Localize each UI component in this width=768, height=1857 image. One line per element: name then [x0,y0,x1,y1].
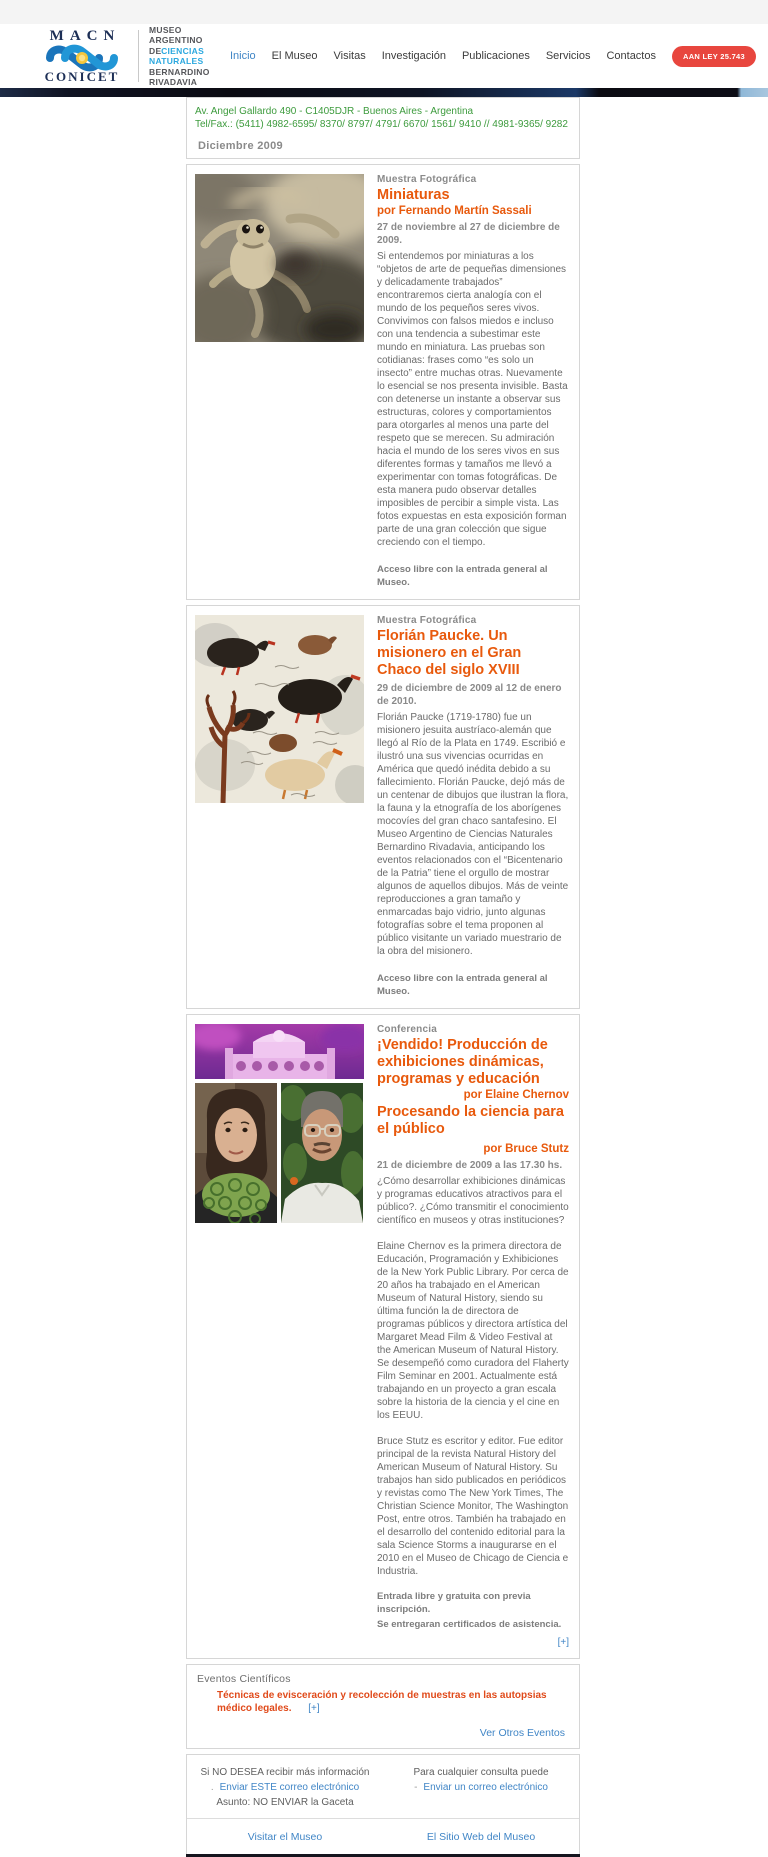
event-date: 29 de diciembre de 2009 al 12 de enero de 2010. [377,683,562,707]
museum-address: Av. Angel Gallardo 490 - C1405DJR - Buenos Aires - Argentina [195,106,474,117]
bullet: - [414,1782,418,1793]
sitio-web-museo-link[interactable]: El Sitio Web del Museo [426,1831,536,1843]
event-title: Miniaturas [377,187,450,203]
logo-divider [138,30,139,82]
event-byline: por Fernando Martín Sassali [377,205,532,217]
main-nav [230,46,756,67]
ley-25743-badge-button[interactable]: AAN LEY 25.743 [672,46,756,67]
eventos-more-link[interactable]: [+] [308,1703,320,1714]
unsubscribe-subject: Asunto: NO ENVIAR la Gaceta [216,1797,354,1808]
consult-email-link[interactable]: Enviar un correo electrónico [423,1782,548,1793]
event-kind: Muestra Fotográfica [377,174,477,185]
macn-infinity-icon [45,45,119,71]
event-date: 27 de noviembre al 27 de diciembre de 2009. [377,222,560,246]
ciencias-line: CIENCIAS [161,45,205,56]
event-body: Florián Paucke (1719-1780) fue un misionero jesuita austríaco-alemán que llegó al Río de la Plata en 1749. Escribió e ilustró una sus vivencias ocurridas en América que quedó inédita debido a su fallecimiento. Florián Paucke, dejó más de un centenar de dibujos que ilustran la flora, la fauna y la etnografía de los aborígenes mocovíes del gran chaco santafesino. El Museo Argentino de Ciencias Naturales Bernardino Rivadavia, anticipando los eventos relacionados con el “Bicentenario de la Patria” tiene el orgullo de mostrar algunos de aquellos dibujos. Más de veinte reproducciones a gran tamaño y enmarcadas bajo vidrio, junto algunas fotografías sobre el tema proponen al público visitante un variado muestrario de la obra del misionero. [377,712,569,957]
event-certificates-note: Se entregaran certificados de asistencia. [377,1619,562,1630]
event-kind: Conferencia [377,1024,437,1035]
unsubscribe-column [187,1765,383,1810]
consult-text: Para cualquier consulta puede [413,1767,549,1778]
event-title: ¡Vendido! Producción de exhibiciones dinámicas, programas y educación [377,1037,548,1087]
eventos-heading: Eventos Científicos [197,1673,291,1685]
newsletter-column [186,97,580,1857]
miniaturas-spider-photo [195,174,364,589]
event-more-link[interactable]: [+] [557,1637,569,1648]
nav-visitas[interactable]: Visitas [333,50,366,62]
visitar-museo-link[interactable]: Visitar el Museo [247,1831,323,1843]
nav-contactos[interactable]: Contactos [606,50,656,62]
event-body: Si entendemos por miniaturas a los “objetos de arte de pequeñas dimensiones y delicadamente trabajados” encontraremos cierta analogía con el mundo de los pequeños seres vivos. Convivimos con falsos miedos e incluso con una tendencia a subestimar este mundo en miniatura. Las pruebas son cotidianas: frases como “es solo un insecto” entre muchas otras. Nuevamente lo esencial se nos presenta invisible. Basta con detenerse un instante a observar sus estructuras, colores y comportamientos para otorgarles al menos una parte del respeto que se merecen. Su admiración hacia el mundo de los seres vivos en sus diferentes formas y tamaños me llevó a experimentar con tomas fotográficas. De esta manera pudo observar detalles imposibles de percibir a simple vista. Las fotos expuestas en esta exposición forman parte de una gran colección que sigue creciendo con el tiempo. [377,251,568,548]
nav-publicaciones[interactable]: Publicaciones [461,50,530,62]
event-date: 21 de diciembre de 2009 a las 17.30 hs. [377,1160,563,1171]
ver-otros-eventos-link[interactable]: Ver Otros Eventos [479,1727,565,1739]
event-conferencia [186,1014,580,1659]
unsubscribe-email-link[interactable]: Enviar ESTE correo electrónico [219,1782,360,1793]
event-access-note: Acceso libre con la entrada general al Museo. [377,564,548,588]
museum-night-banner [195,1024,364,1079]
nav-inicio[interactable]: Inicio [229,50,256,62]
issue-title: Diciembre 2009 [198,140,283,152]
event-title: Florián Paucke. Un misionero en el Gran Chaco del siglo XVIII [377,628,522,678]
event-bio-chernov: Elaine Chernov es la primera directora de Educación, Programación y Exhibiciones de la New York Public Library. Por cerca de 20 años ha trabajado en el American Museum of Natural History, siendo su última función la de directora de programas públicos y directora artística del Margaret Mead Film & Video Festival at the American Museum of Natural History. Se desempeñó como curadora del Flaherty Film Seminar en 2001. Actualmente está trabajando en un proyecto a gran escala sobre la historia de la ciencia y el cine en los EEUU. [377,1241,569,1421]
newsletter-footer [186,1754,580,1854]
bruce-stutz-portrait [281,1083,363,1223]
event-title-2: Procesando la ciencia para el público [377,1104,564,1137]
bullet: . [210,1782,214,1793]
site-header [0,24,768,88]
elaine-chernov-portrait [195,1083,277,1223]
unsubscribe-text: Si NO DESEA recibir más información [200,1767,370,1778]
consult-column [383,1765,579,1810]
event-access-note: Acceso libre con la entrada general al Museo. [377,973,548,997]
event-miniaturas [186,164,580,600]
macn-logo-mark [34,28,130,85]
event-bio-stutz: Bruce Stutz es escritor y editor. Fue editor principal de la revista Natural History del American Museum of Natural History. Su trabajos han sido publicados en periódicos y revistas como The New York Times, The Christian Science Monitor, The Washington Post, entre otros. También ha trabajado en el desarrollo del contenido editorial para la sala Science Storms a inaugurarse en el 2010 en el Museo de Chicago de Ciencia e Industria. [377,1436,569,1577]
conicet-wordmark: CONICET [44,68,120,84]
nav-servicios[interactable]: Servicios [545,50,591,62]
museum-telfax: Tel/Fax.: (5411) 4982-6595/ 8370/ 8797/ 4791/ 6670/ 1561/ 9410 // 4981-9365/ 9282 [195,119,568,130]
macn-logo[interactable] [34,25,210,88]
nav-el-museo[interactable]: El Museo [271,50,318,62]
event-byline-chernov: por Elaine Chernov [463,1089,569,1101]
eventos-cientificos-box [186,1664,580,1749]
conferencia-images [195,1024,364,1648]
page-top-strip [0,0,768,24]
museum-name: MUSEO ARGENTINO DE CIENCIAS NATURALES BERNARDINO RIVADAVIA [149,24,210,87]
macn-wordmark: MACN [49,27,121,44]
nav-investigacion[interactable]: Investigación [381,50,446,62]
event-byline-stutz: por Bruce Stutz [483,1143,569,1155]
event-access-note: Entrada libre y gratuita con previa inscripción. [377,1591,531,1615]
eventos-item: Técnicas de evisceración y recolección de muestras en las autopsias médico legales. [217,1690,547,1714]
header-banner-strip [0,88,768,97]
event-florian-paucke [186,605,580,1009]
contact-info-box [186,97,580,159]
paucke-illustration [195,615,364,998]
event-kind: Muestra Fotográfica [377,615,477,626]
event-intro: ¿Cómo desarrollar exhibiciones dinámicas y programas educativos atractivos para el público?. ¿Cómo transmitir el conocimiento científico en museos y otras instituciones? [377,1176,569,1226]
